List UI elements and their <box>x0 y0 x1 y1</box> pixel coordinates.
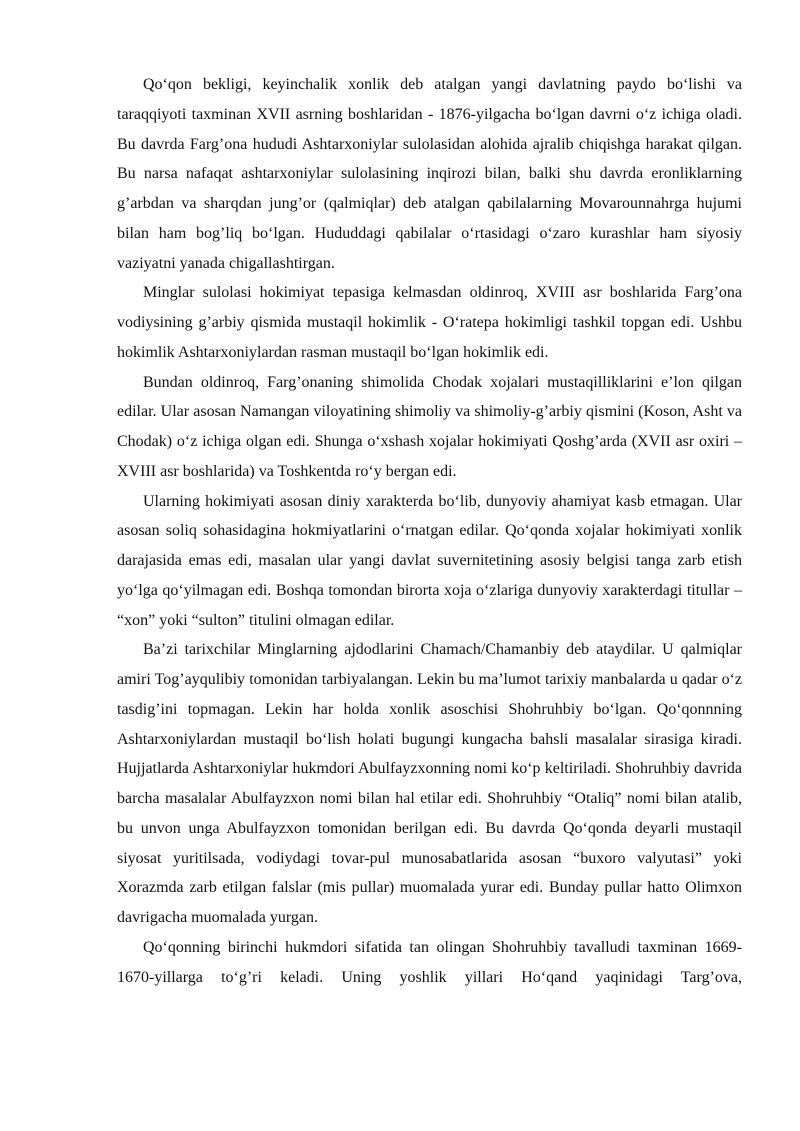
paragraph-1: Qo‘qon bekligi, keyinchalik xonlik deb atalgan yangi davlatning paydo bo‘lishi va taraqqiyoti taxminan XVII asrning boshlaridan - 1876-yilgacha bo‘lgan davrni o‘z ichiga oladi. Bu davrda Farg’ona hududi Ashtarxoniylar sulolasidan alohida ajralib chiqishga harakat qilgan. Bu narsa nafaqat ashtarxoniylar sulolasining inqirozi bilan, balki shu davrda eronliklarning g’arbdan va sharqdan jung’or (qalmiqlar) deb atalgan qabilalarning Movarounnahrga hujumi bilan ham bog’liq bo‘lgan. Hududdagi qabilalar o‘rtasidagi o‘zaro kurashlar ham siyosiy vaziyatni yanada chigallashtirgan. <box>117 76 742 272</box>
document-page <box>117 70 742 992</box>
paragraph-5: Ba’zi tarixchilar Minglarning ajdodlarini Chamach/Chamanbiy deb ataydilar. U qalmiqlar amiri Tog’ayqulibiy tomonidan tarbiyalangan. Lekin bu ma’lumot tarixiy manbalarda u qadar o‘z tasdig’ini topmagan. Lekin har holda xonlik asoschisi Shohruhbiy bo‘lgan. Qo‘qonnning Ashtarxoniylardan mustaqil bo‘lish holati bugungi kungacha bahsli masalalar sirasiga kiradi. Hujjatlarda Ashtarxoniylar hukmdori Abulfayzxonning nomi ko‘p keltiriladi. Shohruhbiy davrida barcha masalalar Abulfayzxon nomi bilan hal etilar edi. Shohruhbiy “Otaliq” nomi bilan atalib, bu unvon unga Abulfayzxon tomonidan berilgan edi. Bu davrda Qo‘qonda deyarli mustaqil siyosat yuritilsada, vodiydagi tovar-pul munosabatlarida asosan “buxoro valyutasi” yoki Xorazmda zarb etilgan falslar (mis pullar) muomalada yurar edi. Bunday pullar hatto Olimxon davrigacha muomalada yurgan. <box>117 641 742 926</box>
paragraph-2: Minglar sulolasi hokimiyat tepasiga kelmasdan oldinroq, XVIII asr boshlarida Farg’ona vodiysining g’arbiy qismida mustaqil hokimlik - O‘ratepa hokimligi tashkil topgan edi. Ushbu hokimlik Ashtarxoniylardan rasman mustaqil bo‘lgan hokimlik edi. <box>117 284 742 361</box>
paragraph-4: Ularning hokimiyati asosan diniy xarakterda bo‘lib, dunyoviy ahamiyat kasb etmagan. Ular asosan soliq sohasidagina hokmiyatlarini o‘rnatgan edilar. Qo‘qonda xojalar hokimiyati xonlik darajasida emas edi, masalan ular yangi davlat suvernitetining asosiy belgisi tanga zarb etish yo‘lga qo‘yilmagan edi. Boshqa tomondan birorta xoja o‘zlariga dunyoviy xarakterdagi titullar – “xon” yoki “sulton” titulini olmagan edilar. <box>117 492 742 629</box>
paragraph-3: Bundan oldinroq, Farg’onaning shimolida Chodak xojalari mustaqilliklarini e’lon qilgan edilar. Ular asosan Namangan viloyatining shimoliy va shimoliy-g’arbiy qismini (Koson, Asht va Chodak) o‘z ichiga olgan edi. Shunga o‘xshash xojalar hokimiyati Qoshg’arda (XVII asr oxiri – XVIII asr boshlarida) va Toshkentda ro‘y bergan edi. <box>117 373 742 480</box>
paragraph-6: Qo‘qonning birinchi hukmdori sifatida tan olingan Shohruhbiy tavalludi taxminan 1669-1670-yillarga to‘g’ri keladi. Uning yoshlik yillari Ho‘qand yaqinidagi Targ’ova, <box>117 938 742 986</box>
